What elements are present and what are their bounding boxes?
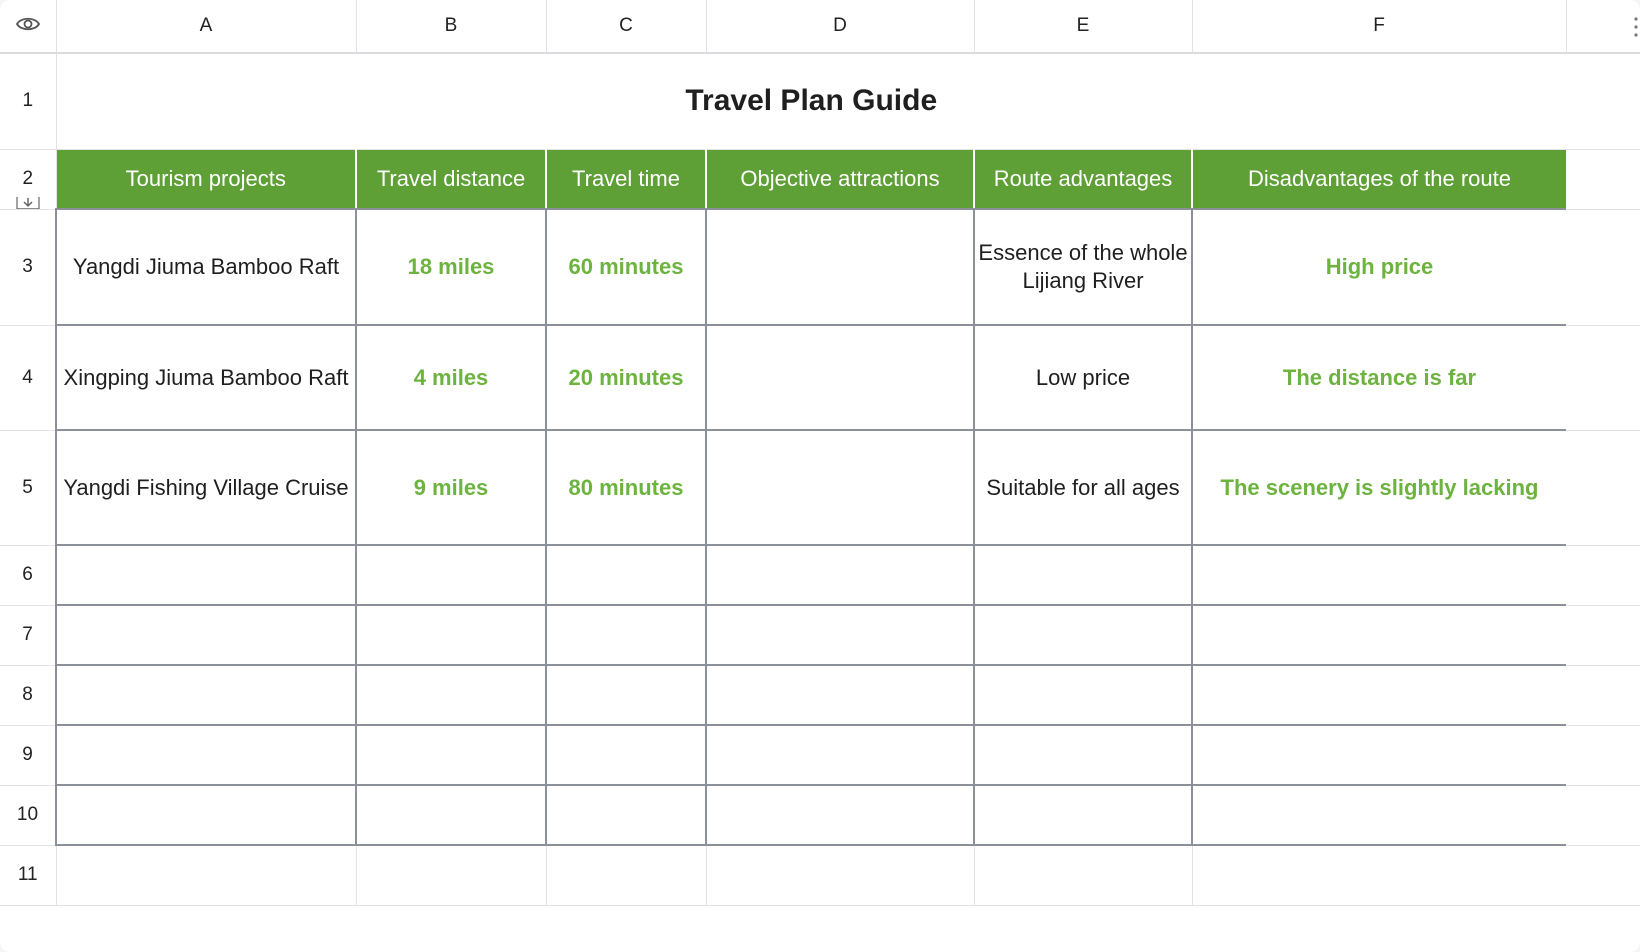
cell-c8[interactable] (546, 665, 706, 725)
cell-a6[interactable] (56, 545, 356, 605)
header-tourism-projects[interactable]: Tourism projects (56, 149, 356, 209)
row-header-8[interactable]: 8 (0, 665, 56, 725)
cell-a5[interactable]: Yangdi Fishing Village Cruise (56, 430, 356, 545)
cell-b11[interactable] (356, 845, 546, 905)
eye-icon[interactable] (15, 15, 41, 33)
cell-e3[interactable]: Essence of the whole Lijiang River (974, 209, 1192, 325)
cell-b9[interactable] (356, 725, 546, 785)
row-header-2-label: 2 (22, 168, 34, 189)
cell-b3[interactable]: 18 miles (356, 209, 546, 325)
header-route-advantages[interactable]: Route advantages (974, 149, 1192, 209)
row-11 (0, 845, 1640, 905)
cell-c10[interactable] (546, 785, 706, 845)
cell-f3[interactable]: High price (1192, 209, 1566, 325)
row-6 (0, 545, 1640, 605)
row-header-1[interactable]: 1 (0, 53, 56, 149)
row-3 (0, 209, 1640, 325)
row-9 (0, 725, 1640, 785)
cell-c11[interactable] (546, 845, 706, 905)
column-header-b[interactable]: B (356, 0, 546, 53)
row-8 (0, 665, 1640, 725)
cell-e8[interactable] (974, 665, 1192, 725)
cell-f4[interactable]: The distance is far (1192, 325, 1566, 430)
cell-e10[interactable] (974, 785, 1192, 845)
cell-a3[interactable]: Yangdi Jiuma Bamboo Raft (56, 209, 356, 325)
cell-e4[interactable]: Low price (974, 325, 1192, 430)
cell-f5[interactable]: The scenery is slightly lacking (1192, 430, 1566, 545)
cell-e7[interactable] (974, 605, 1192, 665)
cell-g3[interactable] (1566, 209, 1640, 325)
row-5 (0, 430, 1640, 545)
cell-e9[interactable] (974, 725, 1192, 785)
cell-a9[interactable] (56, 725, 356, 785)
row-2 (0, 149, 1640, 209)
row-header-3[interactable]: 3 (0, 209, 56, 325)
cell-c6[interactable] (546, 545, 706, 605)
cell-g5[interactable] (1566, 430, 1640, 545)
row-header-10[interactable]: 10 (0, 785, 56, 845)
cell-d9[interactable] (706, 725, 974, 785)
cell-d10[interactable] (706, 785, 974, 845)
header-travel-time[interactable]: Travel time (546, 149, 706, 209)
cell-b5[interactable]: 9 miles (356, 430, 546, 545)
cell-g6[interactable] (1566, 545, 1640, 605)
cell-g8[interactable] (1566, 665, 1640, 725)
row-7 (0, 605, 1640, 665)
cell-g4[interactable] (1566, 325, 1640, 430)
cell-g7[interactable] (1566, 605, 1640, 665)
row-10 (0, 785, 1640, 845)
cell-f8[interactable] (1192, 665, 1566, 725)
row-header-9[interactable]: 9 (0, 725, 56, 785)
cell-c3[interactable]: 60 minutes (546, 209, 706, 325)
column-header-c[interactable]: C (546, 0, 706, 53)
row-1 (0, 53, 1640, 149)
cell-b10[interactable] (356, 785, 546, 845)
cell-f9[interactable] (1192, 725, 1566, 785)
cell-g1[interactable] (1566, 53, 1640, 149)
cell-a4[interactable]: Xingping Jiuma Bamboo Raft (56, 325, 356, 430)
cell-c7[interactable] (546, 605, 706, 665)
cell-d5[interactable] (706, 430, 974, 545)
column-header-d[interactable]: D (706, 0, 974, 53)
cell-c4[interactable]: 20 minutes (546, 325, 706, 430)
cell-a7[interactable] (56, 605, 356, 665)
row-header-11[interactable]: 11 (0, 845, 56, 905)
cell-g2[interactable] (1566, 149, 1640, 209)
row-4 (0, 325, 1640, 430)
row-header-6[interactable]: 6 (0, 545, 56, 605)
column-menu-icon[interactable] (1628, 14, 1640, 40)
cell-b4[interactable]: 4 miles (356, 325, 546, 430)
cell-c9[interactable] (546, 725, 706, 785)
cell-g10[interactable] (1566, 785, 1640, 845)
cell-b6[interactable] (356, 545, 546, 605)
cell-d4[interactable] (706, 325, 974, 430)
cell-g11[interactable] (1566, 845, 1640, 905)
cell-f7[interactable] (1192, 605, 1566, 665)
cell-d8[interactable] (706, 665, 974, 725)
cell-d6[interactable] (706, 545, 974, 605)
column-header-extra[interactable] (1566, 0, 1640, 53)
cell-d7[interactable] (706, 605, 974, 665)
cell-b8[interactable] (356, 665, 546, 725)
row-header-5[interactable]: 5 (0, 430, 56, 545)
cell-e11[interactable] (974, 845, 1192, 905)
cell-e6[interactable] (974, 545, 1192, 605)
row-header-7[interactable]: 7 (0, 605, 56, 665)
row-resize-icon[interactable] (14, 195, 42, 210)
select-all-corner[interactable] (0, 0, 56, 53)
header-travel-distance[interactable]: Travel distance (356, 149, 546, 209)
header-objective-attractions[interactable]: Objective attractions (706, 149, 974, 209)
title-cell[interactable]: Travel Plan Guide (56, 53, 1566, 149)
row-header-4[interactable]: 4 (0, 325, 56, 430)
column-header-row (0, 0, 1640, 53)
cell-e5[interactable]: Suitable for all ages (974, 430, 1192, 545)
row-header-2[interactable] (0, 149, 56, 209)
cell-a11[interactable] (56, 845, 356, 905)
column-header-a[interactable]: A (56, 0, 356, 53)
cell-g9[interactable] (1566, 725, 1640, 785)
column-header-e[interactable]: E (974, 0, 1192, 53)
cell-d11[interactable] (706, 845, 974, 905)
cell-f10[interactable] (1192, 785, 1566, 845)
cell-d3[interactable] (706, 209, 974, 325)
header-disadvantages[interactable]: Disadvantages of the route (1192, 149, 1566, 209)
column-header-f[interactable]: F (1192, 0, 1566, 53)
cell-f6[interactable] (1192, 545, 1566, 605)
cell-a10[interactable] (56, 785, 356, 845)
cell-f11[interactable] (1192, 845, 1566, 905)
cell-a8[interactable] (56, 665, 356, 725)
cell-c5[interactable]: 80 minutes (546, 430, 706, 545)
cell-b7[interactable] (356, 605, 546, 665)
